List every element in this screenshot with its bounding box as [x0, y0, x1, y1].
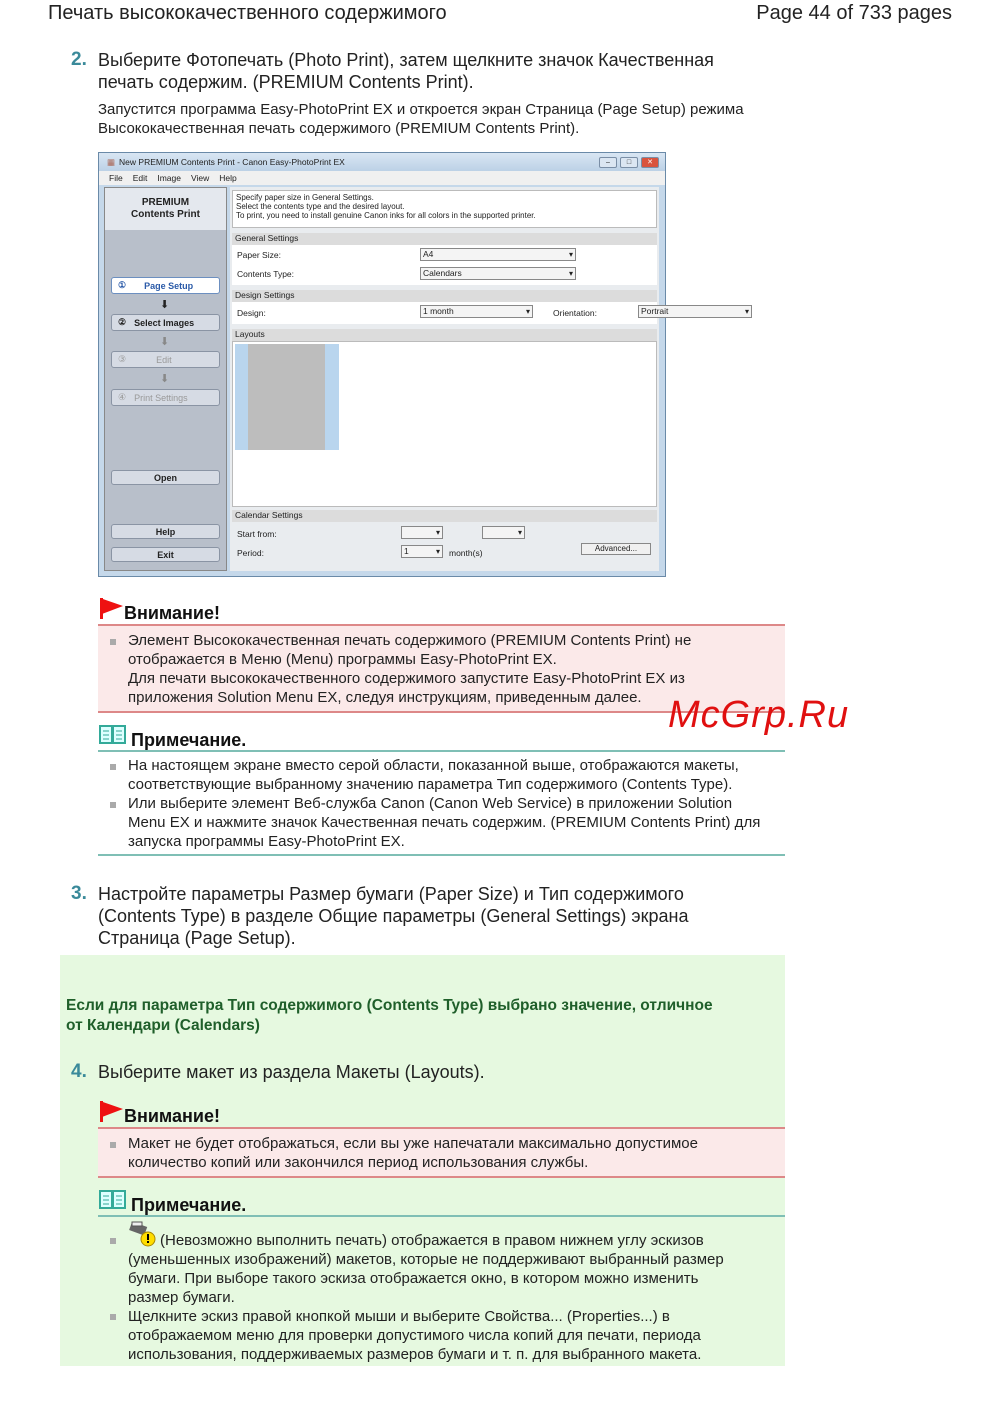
- layouts-area: [232, 341, 657, 507]
- step-label: Print Settings: [134, 392, 188, 403]
- app-window-screenshot: [98, 152, 669, 577]
- step-title-line: печать содержим. (PREMIUM Contents Print).: [98, 72, 474, 92]
- contents-type-dropdown[interactable]: Calendars ▾: [420, 267, 576, 280]
- close-icon[interactable]: ✕: [641, 157, 659, 168]
- caution-line: отображается в Меню (Menu) программы Easy-PhotoPrint EX.: [128, 651, 557, 668]
- desc-line: Запустится программа Easy-PhotoPrint EX и откроется экран Страница (Page Setup) режима: [98, 101, 744, 118]
- main-panel: [230, 187, 669, 571]
- info-line: Select the contents type and the desired layout.: [236, 202, 405, 211]
- step-number: 2.: [71, 49, 87, 70]
- period-dropdown[interactable]: 1 ▾: [401, 545, 443, 558]
- step-2: [71, 49, 714, 93]
- help-button[interactable]: Help: [111, 524, 220, 539]
- paper-size-dropdown[interactable]: A4 ▾: [420, 248, 576, 261]
- book-icon: [99, 1190, 127, 1215]
- note-box: [98, 1220, 785, 1366]
- caution-title: Внимание!: [124, 603, 220, 623]
- section-heading: [66, 996, 713, 1036]
- flag-icon: [98, 1099, 124, 1128]
- heading-line: Если для параметра Тип содержимого (Contents Type) выбрано значение, отличное: [66, 997, 713, 1014]
- bullet-icon: [110, 1238, 116, 1244]
- caution-line: Макет не будет отображаться, если вы уже напечатали максимально допустимое: [128, 1135, 698, 1152]
- caution-line: Для печати высококачественного содержимого запустите Easy-PhotoPrint EX из: [128, 670, 685, 687]
- note-box: [98, 756, 785, 856]
- bullet-icon: [110, 639, 116, 645]
- step-4: [71, 1061, 485, 1083]
- note-line: На настоящем экране вместо серой области, показанной выше, отображаются макеты,: [128, 757, 739, 774]
- maximize-icon[interactable]: □: [620, 157, 638, 168]
- step-num: ④: [118, 392, 127, 402]
- open-button[interactable]: Open: [111, 470, 220, 485]
- step-3: [71, 883, 689, 949]
- caution-line: Элемент Высококачественная печать содержимого (PREMIUM Contents Print) не: [128, 632, 692, 649]
- bullet-icon: [110, 802, 116, 808]
- arrow-down-icon: ⬇: [160, 373, 170, 385]
- calendar-settings-header: Calendar Settings: [232, 510, 657, 522]
- step-num: ①: [118, 280, 127, 290]
- bullet-icon: [110, 1314, 116, 1320]
- arrow-down-icon: ⬇: [160, 336, 170, 348]
- contents-type-label: Contents Type:: [237, 269, 295, 279]
- note-line: Menu EX и нажмите значок Качественная печать содержим. (PREMIUM Contents Print) для: [128, 814, 761, 831]
- step-number: 3.: [71, 883, 87, 904]
- note-title: Примечание.: [131, 730, 247, 750]
- app-icon: ▦: [107, 156, 116, 167]
- step-2-description: [98, 100, 744, 138]
- title-bar: [99, 153, 665, 171]
- sidebar: [104, 187, 227, 571]
- design-dropdown[interactable]: 1 month ▾: [420, 305, 533, 318]
- note-title: Примечание.: [131, 1195, 247, 1215]
- step-edit: [111, 351, 220, 368]
- note-line: (уменьшенных изображений) макетов, которые не поддерживают выбранный размер: [128, 1251, 724, 1268]
- document-title: Печать высококачественного содержимого: [48, 2, 447, 24]
- step-page-setup[interactable]: [111, 277, 220, 294]
- menu-image[interactable]: Image: [157, 173, 181, 183]
- window-title: New PREMIUM Contents Print - Canon Easy-PhotoPrint EX: [119, 157, 345, 167]
- step-label: Page Setup: [144, 280, 194, 291]
- caution-line: количество копий или закончился период использования службы.: [128, 1154, 589, 1171]
- page-counter: Page 44 of 733 pages: [756, 2, 952, 24]
- heading-line: от Календари (Calendars): [66, 1017, 260, 1034]
- caution-box: [98, 1127, 785, 1178]
- menu-view[interactable]: View: [190, 173, 210, 183]
- note-line: запуска программы Easy-PhotoPrint EX.: [128, 833, 405, 850]
- step-title-line: Выберите Фотопечать (Photo Print), затем щелкните значок Качественная: [98, 50, 714, 70]
- caution-title: Внимание!: [124, 1106, 220, 1126]
- app-logo: [105, 188, 226, 230]
- note-line: (Невозможно выполнить печать) отображается в правом нижнем углу эскизов: [160, 1232, 704, 1249]
- layout-thumbnail[interactable]: [235, 344, 339, 450]
- step-num: ③: [118, 354, 127, 364]
- desc-line: Высококачественная печать содержимого (PREMIUM Contents Print).: [98, 120, 580, 137]
- minimize-icon[interactable]: –: [599, 157, 617, 168]
- note-divider: [98, 750, 785, 752]
- info-line: To print, you need to install genuine Canon inks for all colors in the supported printer.: [236, 211, 536, 220]
- book-icon: [99, 725, 127, 750]
- step-title-line: Выберите макет из раздела Макеты (Layouts).: [98, 1062, 485, 1082]
- period-unit: month(s): [449, 548, 483, 558]
- step-label: Select Images: [134, 317, 195, 328]
- caution-line: приложения Solution Menu EX, следуя инструкциям, приведенным далее.: [128, 689, 642, 706]
- step-num: ②: [118, 317, 127, 327]
- start-month-dropdown[interactable]: [482, 526, 525, 539]
- start-from-label: Start from:: [237, 529, 277, 539]
- bullet-icon: [110, 764, 116, 770]
- note-line: использования, поддерживаемых размеров бумаги и т. п. для выбранного макета.: [128, 1346, 702, 1363]
- orientation-dropdown[interactable]: Portrait ▾: [638, 305, 752, 318]
- watermark: McGrp.Ru: [668, 694, 850, 736]
- menu-help[interactable]: Help: [219, 173, 237, 183]
- menu-bar: [99, 171, 665, 185]
- exit-button[interactable]: Exit: [111, 547, 220, 562]
- note-line: Щелкните эскиз правой кнопкой мыши и выберите Свойства... (Properties...) в: [128, 1308, 670, 1325]
- info-text: [232, 190, 657, 228]
- paper-size-label: Paper Size:: [237, 250, 281, 260]
- logo-line: PREMIUM: [141, 197, 190, 208]
- note-line: размер бумаги.: [128, 1289, 235, 1306]
- step-title-line: Страница (Page Setup).: [98, 928, 296, 948]
- design-settings-header: Design Settings: [232, 290, 657, 302]
- note-divider: [98, 1215, 785, 1217]
- info-line: Specify paper size in General Settings.: [236, 193, 374, 202]
- general-settings-header: General Settings: [232, 233, 657, 245]
- arrow-down-icon: ⬇: [160, 299, 170, 311]
- design-label: Design:: [237, 308, 266, 318]
- step-title-line: Настройте параметры Размер бумаги (Paper Size) и Тип содержимого: [98, 884, 684, 904]
- note-line: бумаги. При выборе такого эскиза отображается окно, в котором можно изменить: [128, 1270, 699, 1287]
- period-label: Period:: [237, 548, 264, 558]
- step-select-images[interactable]: [111, 314, 220, 331]
- flag-icon: [98, 596, 124, 625]
- note-line: соответствующие выбранному значению параметра Тип содержимого (Contents Type).: [128, 776, 733, 793]
- step-label: Edit: [156, 354, 172, 365]
- logo-line: Contents Print: [131, 209, 200, 220]
- note-line: отображаемом меню для проверки допустимого числа копий для печати, периода: [128, 1327, 701, 1344]
- step-number: 4.: [71, 1061, 87, 1082]
- advanced-button[interactable]: Advanced...: [581, 543, 651, 555]
- note-line: Или выберите элемент Веб-служба Canon (Canon Web Service) в приложении Solution: [128, 795, 733, 812]
- menu-file[interactable]: File: [109, 173, 123, 183]
- layouts-header: Layouts: [232, 329, 657, 341]
- orientation-label: Orientation:: [553, 308, 597, 318]
- start-year-dropdown[interactable]: [401, 526, 443, 539]
- step-print-settings: [111, 389, 220, 406]
- bullet-icon: [110, 1142, 116, 1148]
- menu-edit[interactable]: Edit: [132, 173, 148, 183]
- step-title-line: (Contents Type) в разделе Общие параметры (General Settings) экрана: [98, 906, 689, 926]
